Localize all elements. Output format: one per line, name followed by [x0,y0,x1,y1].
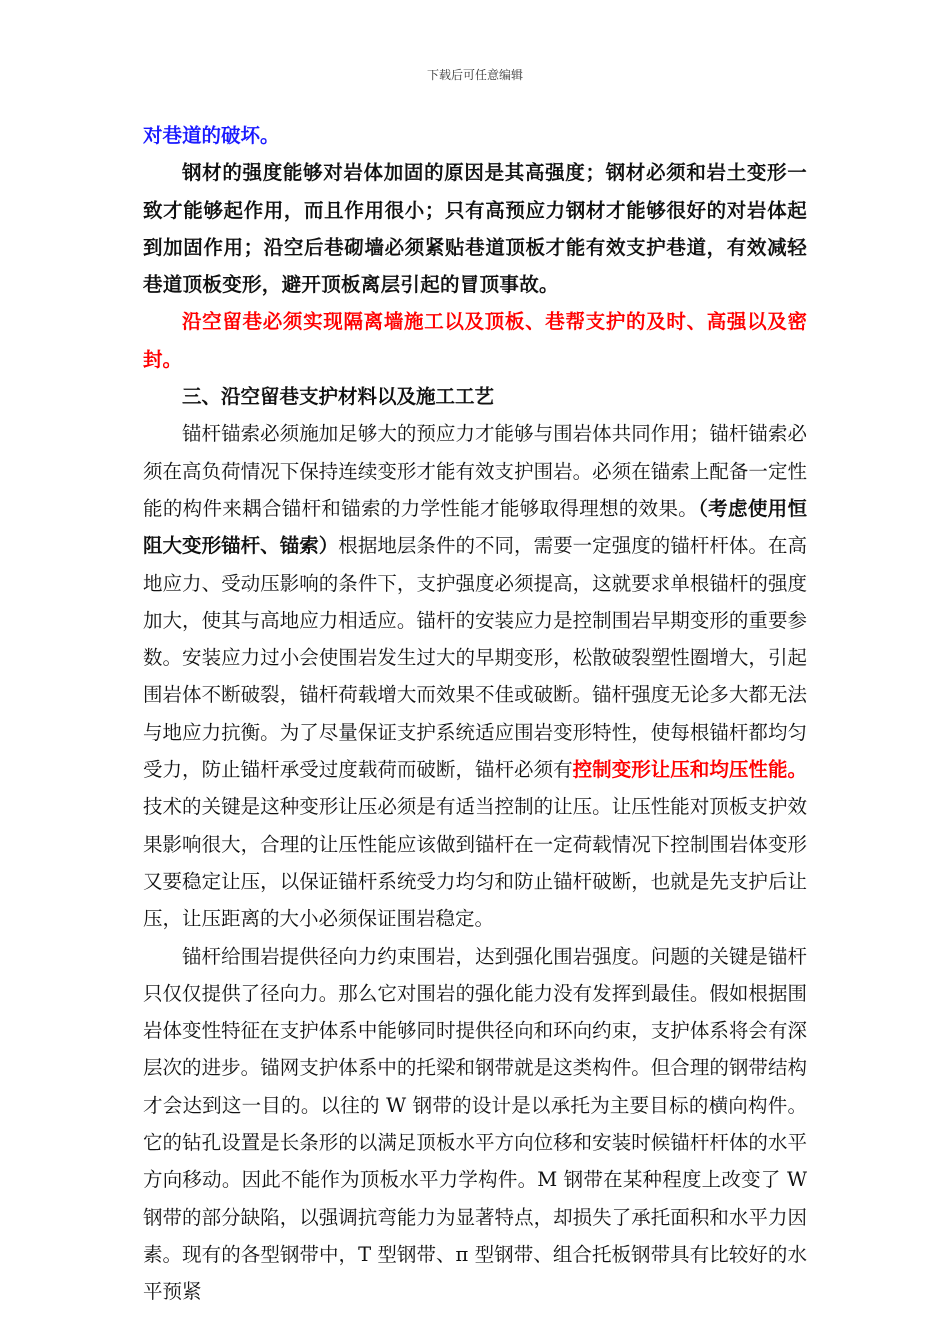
page-header: 下载后可任意编辑 [426,68,523,82]
section-heading: 三、沿空留巷支护材料以及施工工艺 [182,385,495,409]
paragraph-requirements: 沿空留巷必须实现隔离墙施工以及顶板、巷帮支护的及时、高强以及密封。 [143,310,807,371]
anchor-note-bold: （考虑使用恒阻大变形锚杆、锚索） [143,496,807,558]
paragraph-steel-strength: 钢材的强度能够对岩体加固的原因是其高强度；钢材必须和岩土变形一致才能够起作用，而且作用很小；只有高预应力钢材才能够很好的对岩体起到加固作用；沿空后巷砌墙必须紧贴巷道顶板才能有效支护巷道，有效减轻巷道顶板变形，避开顶板离层引起的冒顶事故。 [143,161,807,297]
anchor-text-part1: 锚杆锚索必须施加足够大的预应力才能够与围岩体共同作用；锚杆锚索必须在高负荷情况下保持连续变形才能有效支护围岩。必须在锚索上配备一定性能的构件来耦合锚杆和锚索的力学性能才能够取得理想的效果。 [143,422,807,520]
anchor-highlight-red: 控制变形让压和均压性能。 [572,758,807,782]
document-body [143,117,807,1311]
paragraph-anchor-prestress [143,415,807,937]
anchor-text-part3: 根据地层条件的不同，需要一定强度的锚杆杆体。在高地应力、受动压影响的条件下，支护强度必须提高，这就要求单根锚杆的强度加大，使其与高地应力相适应。锚杆的安装应力是控制围岩早期变形的重要参数。安装应力过小会使围岩发生过大的早期变形，松散破裂塑性圈增大，引起围岩体不断破裂，锚杆荷载增大而效果不佳或破断。锚杆强度无论多大都无法与地应力抗衡。为了尽量保证支护系统适应围岩变形特性，使每根锚杆都均匀受力，防止锚杆承受过度载荷而破断，锚杆必须有 [143,534,807,782]
paragraph-steel-strip: 锚杆给围岩提供径向力约束围岩，达到强化围岩强度。问题的关键是锚杆只仅仅提供了径向力。那么它对围岩的强化能力没有发挥到最佳。假如根据围岩体变性特征在支护体系中能够同时提供径向和环向约束，支护体系将会有深层次的进步。锚网支护体系中的托梁和钢带就是这类构件。但合理的钢带结构才会达到这一目的。以往的 W 钢带的设计是以承托为主要目标的横向构件。它的钻孔设置是长条形的以满足顶板水平方向位移和安装时候锚杆杆体的水平方向移动。因此不能作为顶板水平力学构件。M 钢带在某种程度上改变了 W 钢带的部分缺陷，以强调抗弯能力为显著特点，却损失了承托面积和水平力因素。现有的各型钢带中，T 型钢带、π 型钢带、组合托板钢带具有比较好的水平预紧 [143,944,807,1304]
paragraph-continuation: 对巷道的破坏。 [143,124,280,147]
anchor-text-part5: 技术的关键是这种变形让压必须是有适当控制的让压。让压性能对顶板支护效果影响很大，合理的让压性能应该做到锚杆在一定荷载情况下控制围岩体变形又要稳定让压，以保证锚杆系统受力均匀和防止锚杆破断，也就是先支护后让压，让压距离的大小必须保证围岩稳定。 [143,795,807,931]
